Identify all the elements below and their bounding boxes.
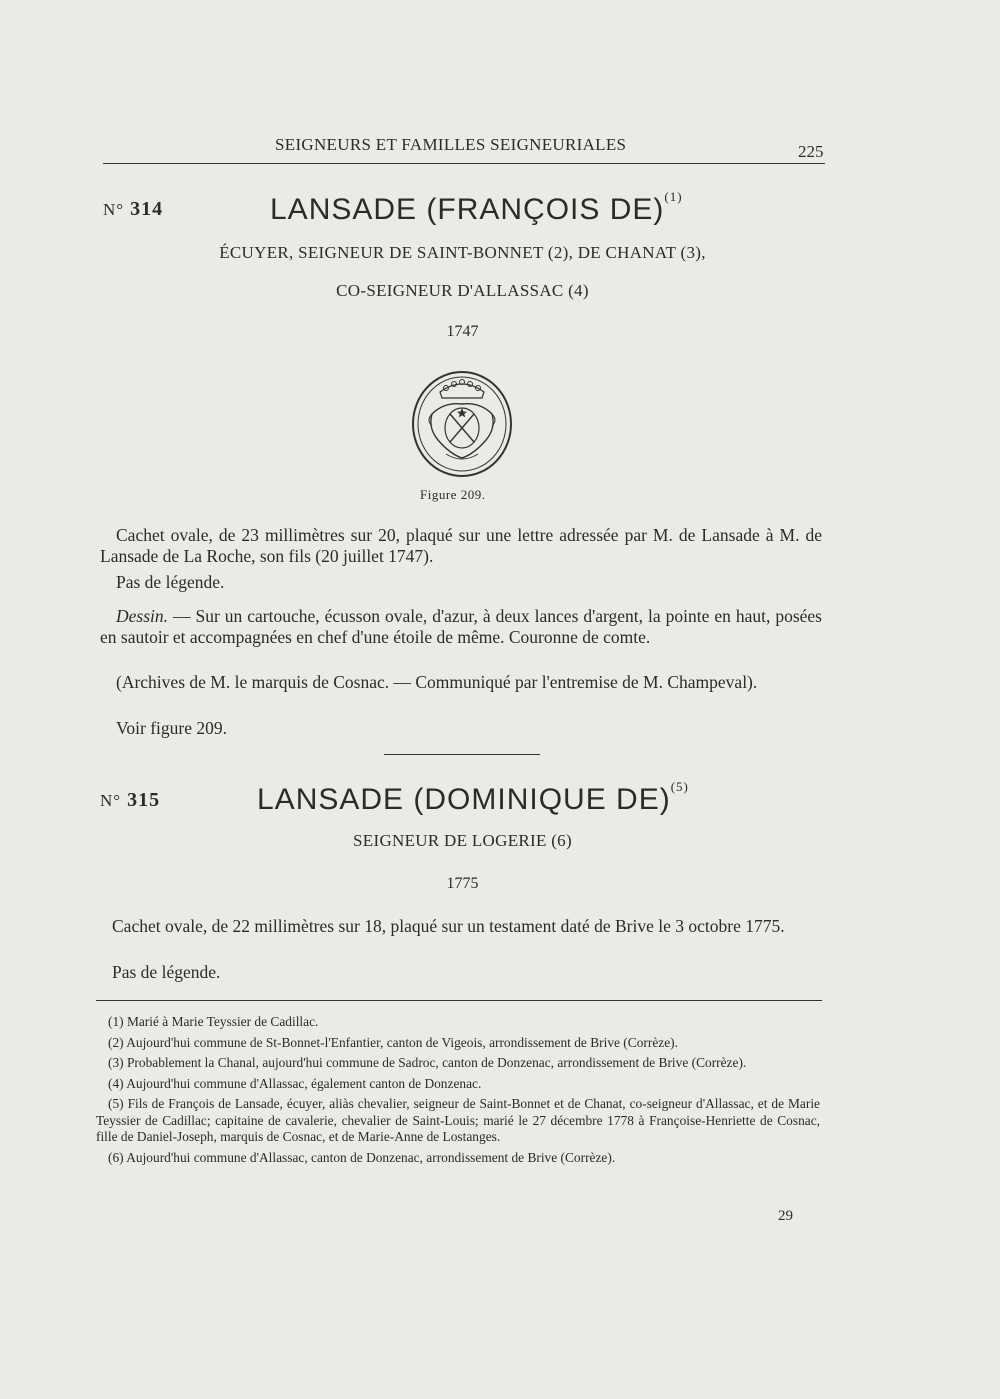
footnote-ref: (1)	[664, 189, 683, 204]
footnote-rule	[96, 1000, 822, 1001]
dessin-text: — Sur un cartouche, écusson ovale, d'azur, à deux lances d'argent, la pointe en haut, posées en sautoir et accompagnées en chef d'une étoile de même. Couronne de comte.	[100, 606, 822, 647]
footnote-4: (4) Aujourd'hui commune d'Allassac, également canton de Donzenac.	[108, 1075, 482, 1091]
entry-314-subtitle-1: ÉCUYER, SEIGNEUR DE SAINT-BONNET (2), DE CHANAT (3),	[219, 243, 706, 262]
entry-314-paragraph-5: Voir figure 209.	[116, 718, 227, 738]
entry-315-paragraph-2: Pas de légende.	[112, 962, 221, 982]
footnote-ref: (5)	[670, 779, 689, 794]
entry-314-number	[103, 198, 163, 221]
entry-314-paragraph-1: Cachet ovale, de 23 millimètres sur 20, plaqué sur une lettre adressée par M. de Lansade à M. de Lansade de La Roche, son fils (20 juillet 1747).	[100, 525, 822, 566]
footnote-1: (1) Marié à Marie Teyssier de Cadillac.	[108, 1014, 319, 1029]
dessin-label: Dessin.	[116, 606, 169, 626]
entry-number: 314	[130, 198, 164, 220]
entry-314-subtitle-2: CO-SEIGNEUR D'ALLASSAC (4)	[336, 281, 589, 300]
footnote-3: (3) Probablement la Chanal, aujourd'hui commune de Sadroc, canton de Donzenac, arrondissement de Brive (Corrèze).	[108, 1055, 747, 1070]
figure-caption: Figure 209.	[420, 487, 486, 502]
running-head: SEIGNEURS ET FAMILLES SEIGNEURIALES	[275, 135, 627, 154]
header-rule	[103, 163, 825, 164]
footnote-5: (5) Fils de François de Lansade, écuyer, aliàs chevalier, seigneur de Saint-Bonnet et de Chanat, co-seigneur d'Allassac, et de Marie Teyssier de Cadillac; capitaine de cavalerie, chevalier de Saint-Louis; marié le 27 décembre 1778 à Françoise-Henriette de Cosnac, fille de Daniel-Joseph, marquis de Cosnac, et de Marie-Anne de Lostanges.	[96, 1096, 820, 1144]
entry-315-title	[257, 779, 689, 817]
entry-314-paragraph-4: (Archives de M. le marquis de Cosnac. — Communiqué par l'entremise de M. Champeval).	[116, 672, 758, 692]
section-divider	[384, 754, 540, 755]
entry-315-number	[100, 789, 160, 812]
entry-315-subtitle: SEIGNEUR DE LOGERIE (6)	[353, 831, 572, 850]
signature-mark: 29	[778, 1208, 793, 1224]
footnote-6: (6) Aujourd'hui commune d'Allassac, canton de Donzenac, arrondissement de Brive (Corrèze).	[108, 1149, 616, 1165]
entry-number-prefix: N°	[100, 791, 122, 810]
entry-title-text: LANSADE (DOMINIQUE DE)	[257, 783, 671, 816]
footnote-2: (2) Aujourd'hui commune de St-Bonnet-l'Enfantier, canton de Vigeois, arrondissement de Brive (Corrèze).	[108, 1034, 678, 1050]
entry-314-title	[270, 189, 683, 227]
entry-314-paragraph-2: Pas de légende.	[116, 572, 225, 592]
entry-314-year: 1747	[446, 323, 479, 340]
entry-315-paragraph-1: Cachet ovale, de 22 millimètres sur 18, plaqué sur un testament daté de Brive le 3 octobre 1775.	[112, 916, 785, 936]
entry-314-paragraph-3	[100, 606, 822, 648]
entry-315-year: 1775	[446, 875, 479, 892]
entry-number-prefix: N°	[103, 200, 125, 219]
seal-figure	[410, 368, 514, 478]
entry-number: 315	[127, 789, 161, 811]
entry-title-text: LANSADE (FRANÇOIS DE)	[270, 193, 665, 226]
footnotes	[96, 1014, 820, 1170]
page-number: 225	[798, 142, 824, 161]
